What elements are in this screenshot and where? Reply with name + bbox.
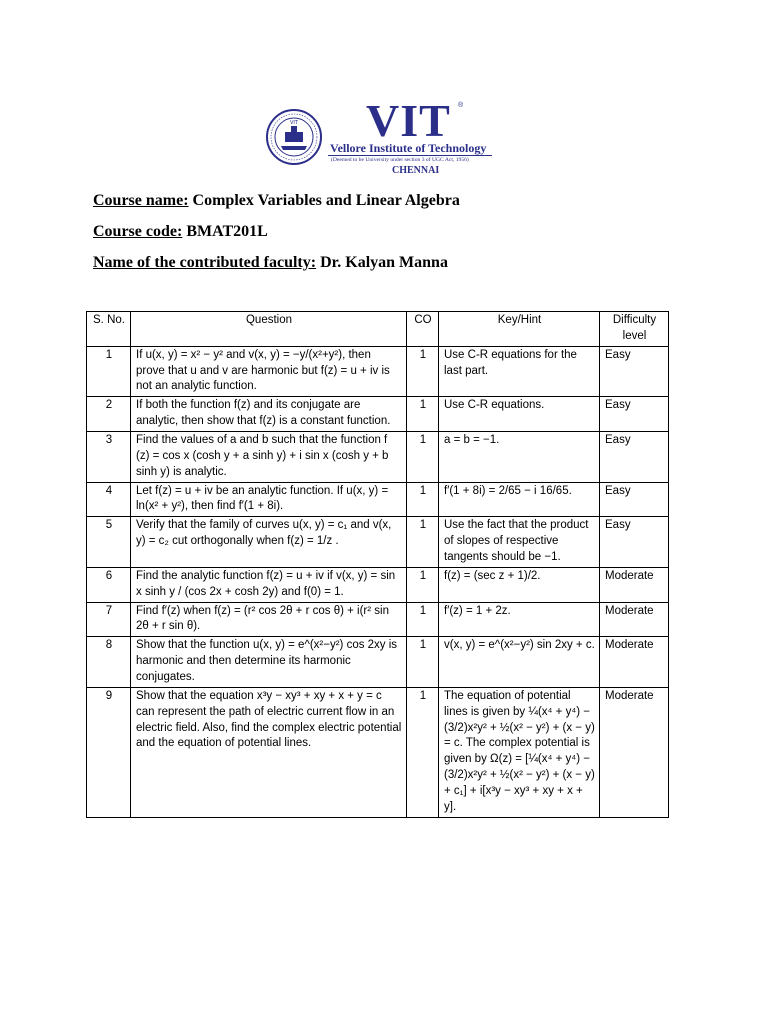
table-row bbox=[87, 517, 669, 568]
course-code-value: BMAT201L bbox=[182, 223, 268, 240]
cell-sno: 6 bbox=[87, 567, 131, 602]
svg-text:VIT: VIT bbox=[290, 120, 298, 126]
cell-co: 1 bbox=[407, 346, 439, 397]
cell-difficulty: Moderate bbox=[600, 687, 669, 817]
table-row bbox=[87, 346, 669, 397]
cell-hint: Use C-R equations for the last part. bbox=[439, 346, 600, 397]
cell-question: Verify that the family of curves u(x, y) = c₁ and v(x, y) = c₂ cut orthogonally when f(z) = 1/z . bbox=[131, 517, 407, 568]
cell-difficulty: Moderate bbox=[600, 567, 669, 602]
cell-co: 1 bbox=[407, 567, 439, 602]
course-name-line bbox=[93, 192, 460, 210]
cell-hint: f′(1 + 8i) = 2/65 − i 16/65. bbox=[439, 482, 600, 517]
table-row bbox=[87, 637, 669, 688]
university-seal-icon bbox=[265, 108, 323, 166]
cell-hint: Use C-R equations. bbox=[439, 397, 600, 432]
cell-sno: 4 bbox=[87, 482, 131, 517]
table-row bbox=[87, 567, 669, 602]
cell-sno: 7 bbox=[87, 602, 131, 637]
cell-sno: 5 bbox=[87, 517, 131, 568]
faculty-line bbox=[93, 254, 448, 272]
header-hint: Key/Hint bbox=[439, 312, 600, 347]
cell-sno: 1 bbox=[87, 346, 131, 397]
cell-difficulty: Easy bbox=[600, 482, 669, 517]
cell-question: Find f′(z) when f(z) = (r² cos 2θ + r cos θ) + i(r² sin 2θ + r sin θ). bbox=[131, 602, 407, 637]
registered-mark: ® bbox=[458, 102, 464, 109]
cell-co: 1 bbox=[407, 432, 439, 483]
cell-co: 1 bbox=[407, 397, 439, 432]
campus-name: CHENNAI bbox=[392, 165, 440, 176]
cell-question: Show that the function u(x, y) = e^(x²−y²) cos 2xy is harmonic and then determine its harmonic conjugates. bbox=[131, 637, 407, 688]
course-code-label: Course code: bbox=[93, 223, 183, 240]
cell-difficulty: Easy bbox=[600, 346, 669, 397]
cell-question: Show that the equation x³y − xy³ + xy + x + y = c can represent the path of electric current flow in an electric field. Also, find the complex electric potential and the equation of potential lines. bbox=[131, 687, 407, 817]
header-question: Question bbox=[131, 312, 407, 347]
cell-hint: a = b = −1. bbox=[439, 432, 600, 483]
header-co: CO bbox=[407, 312, 439, 347]
cell-hint: The equation of potential lines is given by ¼(x⁴ + y⁴) − (3/2)x²y² + ½(x² − y²) + (x − y) = c. The complex potential is given by Ω(z) = [¼(x⁴ + y⁴) − (3/2)x²y² + ½(x² − y²) + (x − y) + c₁] + i[x³y − xy³ + xy + x + y]. bbox=[439, 687, 600, 817]
cell-hint: f(z) = (sec z + 1)/2. bbox=[439, 567, 600, 602]
table-row bbox=[87, 602, 669, 637]
table-row bbox=[87, 397, 669, 432]
cell-difficulty: Moderate bbox=[600, 602, 669, 637]
course-code-line bbox=[93, 223, 268, 241]
cell-hint: f′(z) = 1 + 2z. bbox=[439, 602, 600, 637]
cell-co: 1 bbox=[407, 517, 439, 568]
cell-co: 1 bbox=[407, 687, 439, 817]
institute-name: Vellore Institute of Technology bbox=[330, 141, 487, 155]
cell-sno: 3 bbox=[87, 432, 131, 483]
cell-question: Let f(z) = u + iv be an analytic function. If u(x, y) = ln(x² + y²), then find f′(1 + 8i). bbox=[131, 482, 407, 517]
logo-divider bbox=[328, 155, 492, 156]
cell-difficulty: Moderate bbox=[600, 637, 669, 688]
cell-sno: 9 bbox=[87, 687, 131, 817]
table-row bbox=[87, 687, 669, 817]
cell-hint: v(x, y) = e^(x²−y²) sin 2xy + c. bbox=[439, 637, 600, 688]
cell-question: If both the function f(z) and its conjugate are analytic, then show that f(z) is a constant function. bbox=[131, 397, 407, 432]
cell-question: Find the values of a and b such that the function f (z) = cos x (cosh y + a sinh y) + i sin x (cosh y + b sinh y) is analytic. bbox=[131, 432, 407, 483]
table-row bbox=[87, 432, 669, 483]
header-sno: S. No. bbox=[87, 312, 131, 347]
course-name-value: Complex Variables and Linear Algebra bbox=[188, 192, 460, 209]
header-difficulty: Difficulty level bbox=[600, 312, 669, 347]
cell-question: If u(x, y) = x² − y² and v(x, y) = −y/(x²+y²), then prove that u and v are harmonic but f(z) = u + iv is not an analytic function. bbox=[131, 346, 407, 397]
vit-logo bbox=[262, 95, 502, 178]
cell-sno: 2 bbox=[87, 397, 131, 432]
vit-wordmark: VIT bbox=[366, 95, 451, 146]
cell-co: 1 bbox=[407, 637, 439, 688]
cell-sno: 8 bbox=[87, 637, 131, 688]
cell-difficulty: Easy bbox=[600, 517, 669, 568]
cell-co: 1 bbox=[407, 482, 439, 517]
cell-difficulty: Easy bbox=[600, 397, 669, 432]
course-name-label: Course name: bbox=[93, 192, 189, 209]
cell-difficulty: Easy bbox=[600, 432, 669, 483]
cell-question: Find the analytic function f(z) = u + iv if v(x, y) = sin x sinh y / (cos 2x + cosh 2y) and f(0) = 1. bbox=[131, 567, 407, 602]
cell-co: 1 bbox=[407, 602, 439, 637]
question-table bbox=[86, 311, 669, 818]
faculty-label: Name of the contributed faculty: bbox=[93, 254, 317, 271]
faculty-value: Dr. Kalyan Manna bbox=[316, 254, 448, 271]
cell-hint: Use the fact that the product of slopes of respective tangents should be −1. bbox=[439, 517, 600, 568]
table-row bbox=[87, 482, 669, 517]
table-header-row bbox=[87, 312, 669, 347]
deemed-university-note: (Deemed to be University under section 3 of UGC Act, 1956) bbox=[331, 157, 469, 163]
